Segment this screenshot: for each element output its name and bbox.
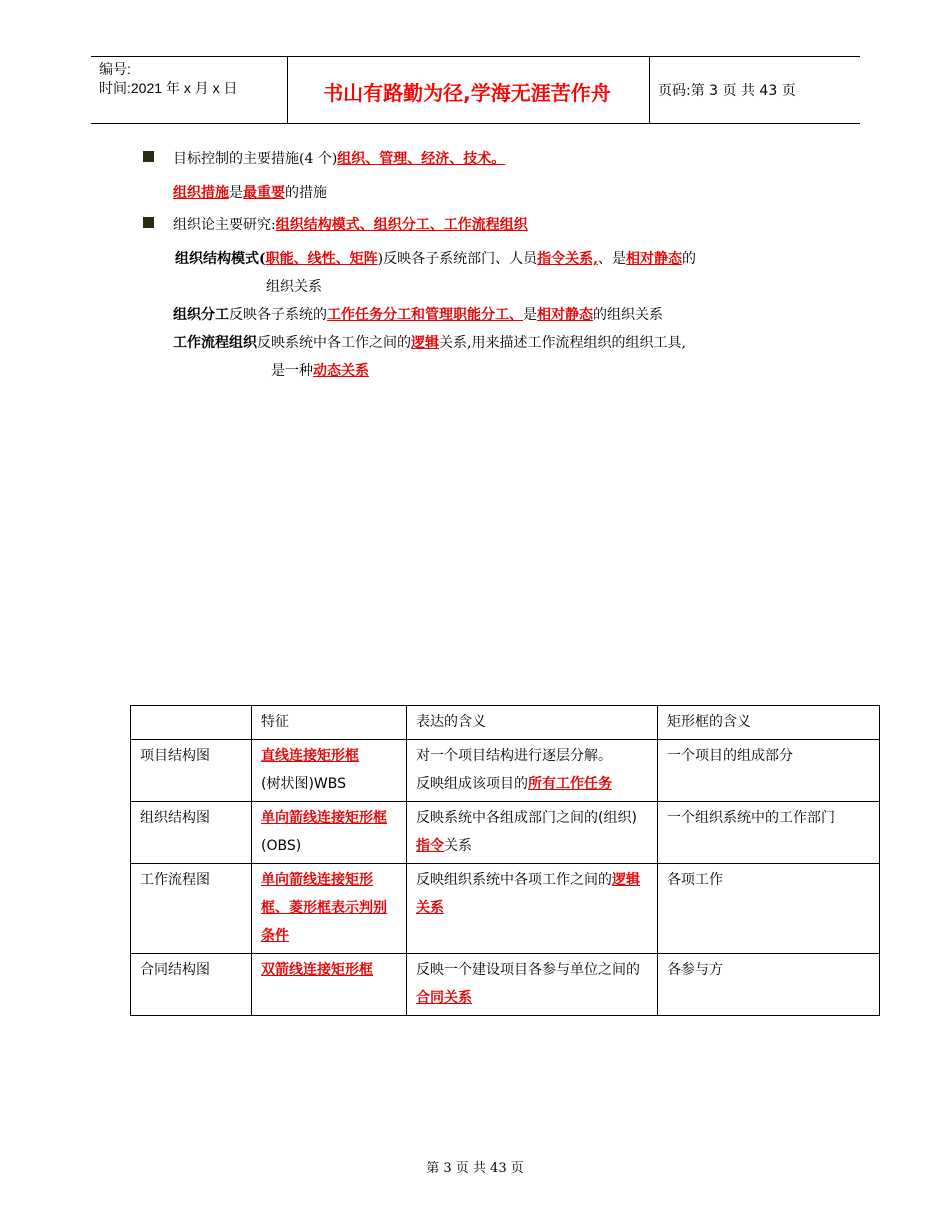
row-box-meaning: 各参与方 — [658, 954, 880, 1016]
page-header — [91, 56, 860, 124]
number-label: 编号: — [99, 61, 131, 77]
table-row — [131, 802, 880, 864]
line-org-measures: 组织措施是最重要的措施 — [173, 185, 327, 201]
table-header-cell: 表达的含义 — [407, 706, 658, 740]
para-org-structure-cont: 组织关系 — [266, 279, 322, 295]
table-row — [131, 740, 880, 802]
para-workflow: 工作流程组织反映系统中各工作之间的逻辑关系,用来描述工作流程组织的组织工具, — [173, 335, 686, 351]
diagram-comparison-table — [130, 705, 880, 1016]
row-name: 组织结构图 — [131, 802, 252, 864]
table-header-cell: 矩形框的含义 — [658, 706, 880, 740]
row-feature: 单向箭线连接矩形框、菱形框表示判别条件 — [252, 864, 407, 954]
table-row — [131, 954, 880, 1016]
bullet-measures: 目标控制的主要措施(4 个)组织、管理、经济、技术。 — [173, 151, 506, 167]
header-divider — [649, 57, 650, 123]
table-row — [131, 864, 880, 954]
row-meaning: 反映系统中各组成部门之间的(组织)指令关系 — [407, 802, 658, 864]
square-bullet-icon — [143, 217, 154, 228]
table-header-cell: 特征 — [252, 706, 407, 740]
row-feature: 单向箭线连接矩形框(OBS) — [252, 802, 407, 864]
header-motto: 书山有路勤为径,学海无涯苦作舟 — [323, 81, 611, 105]
header-page-info: 页码:第 3 页 共 43 页 — [658, 83, 796, 99]
row-box-meaning: 一个项目的组成部分 — [658, 740, 880, 802]
header-meta — [99, 60, 237, 98]
para-org-division: 组织分工反映各子系统的工作任务分工和管理职能分工、是相对静态的组织关系 — [173, 307, 663, 323]
row-name: 项目结构图 — [131, 740, 252, 802]
row-name: 合同结构图 — [131, 954, 252, 1016]
row-feature: 直线连接矩形框 (树状图)WBS — [252, 740, 407, 802]
row-box-meaning: 一个组织系统中的工作部门 — [658, 802, 880, 864]
row-feature: 双箭线连接矩形框 — [252, 954, 407, 1016]
row-meaning: 反映组织系统中各项工作之间的逻辑关系 — [407, 864, 658, 954]
para-org-structure: 组织结构模式(职能、线性、矩阵)反映各子系统部门、人员指令关系,、是相对静态的 — [175, 251, 696, 267]
row-meaning: 对一个项目结构进行逐层分解。 反映组成该项目的所有工作任务 — [407, 740, 658, 802]
row-meaning: 反映一个建设项目各参与单位之间的合同关系 — [407, 954, 658, 1016]
table-header-cell — [131, 706, 252, 740]
page-footer: 第 3 页 共 43 页 — [426, 1161, 524, 1176]
time-label: 时间:2021 年 x 月 x 日 — [99, 80, 238, 96]
table-header-row — [131, 706, 880, 740]
square-bullet-icon — [143, 151, 154, 162]
bullet-org-theory: 组织论主要研究:组织结构模式、组织分工、工作流程组织 — [173, 217, 528, 233]
row-box-meaning: 各项工作 — [658, 864, 880, 954]
para-workflow-cont: 是一种动态关系 — [271, 363, 369, 379]
row-name: 工作流程图 — [131, 864, 252, 954]
